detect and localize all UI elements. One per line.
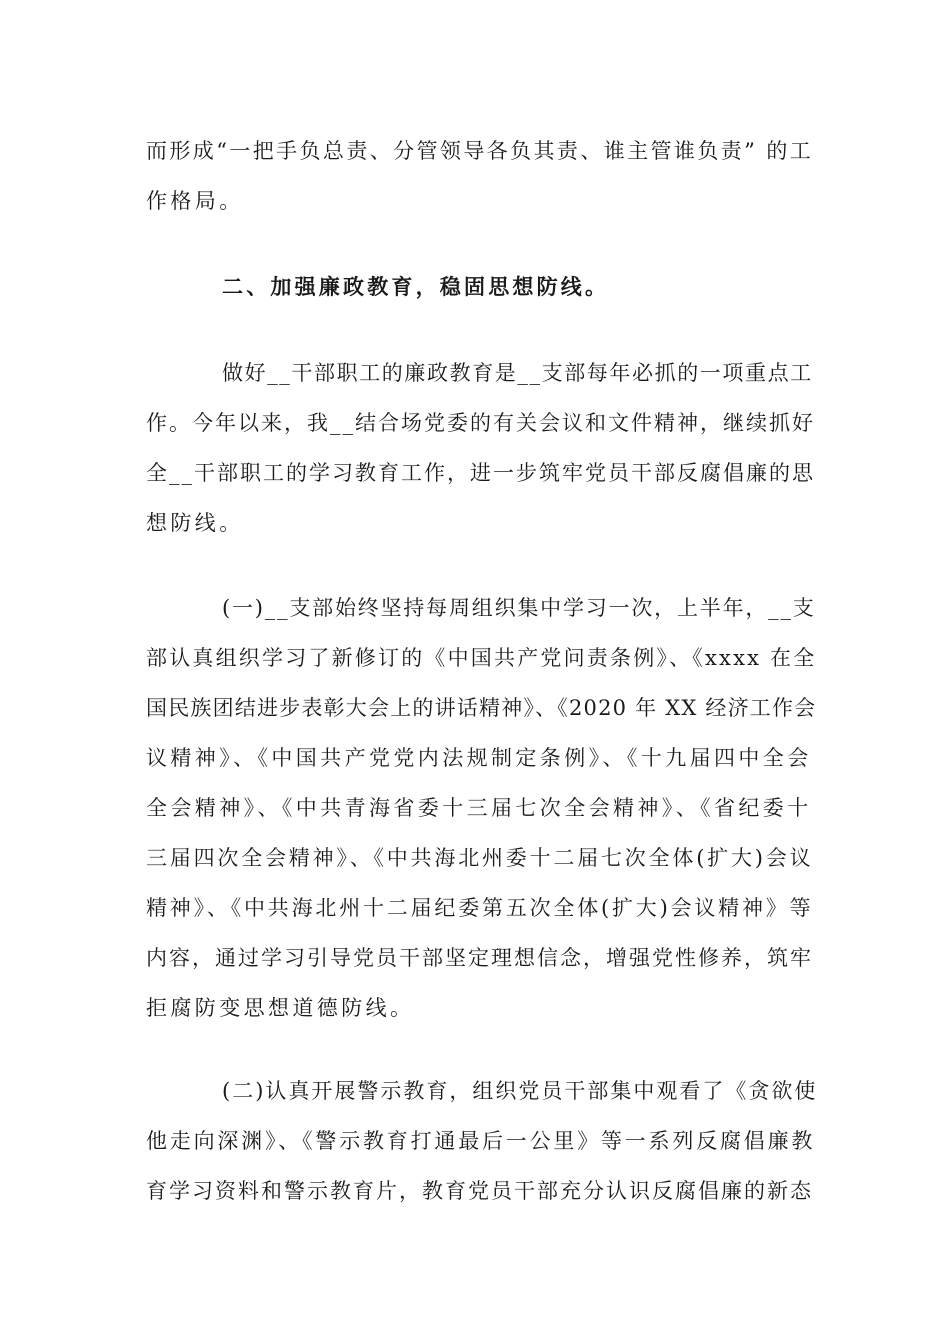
paragraph-1-line-3: 全__干部职工的学习教育工作，进一步筑牢党员干部反腐倡廉的思 (146, 461, 815, 485)
paragraph-2-line-8: 内容，通过学习引导党员干部坚定理想信念，增强党性修养，筑牢 (146, 946, 813, 970)
paragraph-2-line-9: 拒腐防变思想道德防线。 (146, 996, 415, 1020)
paragraph-1-line-4: 想防线。 (146, 511, 244, 535)
paragraph-2-line-7: 精神》、《中共海北州十二届纪委第五次全体(扩大)会议精神》等 (146, 896, 814, 920)
paragraph-2-line-5: 全会精神》、《中共青海省委十三届七次全会精神》、《省纪委十 (146, 796, 812, 820)
paragraph-1-line-2: 作。今年以来，我__结合场党委的有关会议和文件精神，继续抓好 (146, 411, 815, 435)
paragraph-2-line-2: 部认真组织学习了新修订的《中国共产党问责条例》、《xxxx 在全 (146, 646, 817, 670)
intro-line-2: 作格局。 (146, 189, 244, 213)
intro-line-1: 而形成“一把手负总责、分管领导各负其责、谁主管谁负责” 的工 (146, 139, 814, 163)
paragraph-2-line-6: 三届四次全会精神》、《中共海北州委十二届七次全体(扩大)会议 (146, 846, 814, 870)
paragraph-2-line-1: (一)__支部始终坚持每周组织集中学习一次，上半年，__支 (222, 596, 816, 620)
paragraph-3-line-2: 他走向深渊》、《警示教育打通最后一公里》等一系列反腐倡廉教 (146, 1129, 816, 1153)
paragraph-2-line-4: 议精神》、《中国共产党党内法规制定条例》、《十九届四中全会 (146, 746, 812, 770)
paragraph-1-line-1: 做好__干部职工的廉政教育是__支部每年必抓的一项重点工 (222, 361, 813, 385)
paragraph-2-line-3: 国民族团结进步表彰大会上的讲话精神》、《2020 年 XX 经济工作会 (146, 696, 817, 720)
paragraph-3-line-3: 育学习资料和警示教育片，教育党员干部充分认识反腐倡廉的新态 (146, 1179, 813, 1203)
paragraph-3-line-1: (二)认真开展警示教育，组织党员干部集中观看了《贪欲使 (222, 1079, 818, 1103)
section-heading-2: 二、加强廉政教育，稳固思想防线。 (222, 274, 610, 299)
